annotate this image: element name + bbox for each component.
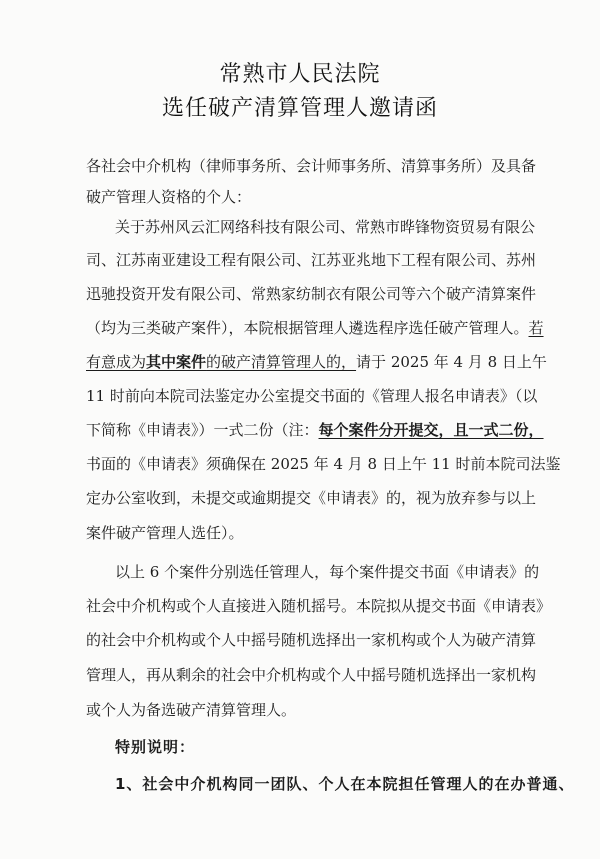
bold-underlined-text: 其中案件 bbox=[146, 353, 207, 371]
letter-title: 选任破产清算管理人邀请函 bbox=[161, 96, 438, 121]
paragraph-1-line-4 bbox=[86, 318, 544, 338]
underlined-text: 若 bbox=[528, 319, 544, 337]
paragraph-2-line-5: 或个人为备选破产清算管理人。 bbox=[86, 701, 297, 719]
paragraph-1-line-3: 迅驰投资开发有限公司、常熟家纺制衣有限公司等六个破产清算案件 bbox=[86, 285, 537, 303]
paragraph-1-line-9: 定办公室收到，未提交或逾期提交《申请表》的，视为放弃参与以上 bbox=[86, 489, 537, 507]
salutation-line-2: 破产管理人资格的个人： bbox=[86, 188, 252, 206]
special-note-item-1: 1、社会中介机构同一团队、个人在本院担任管理人的在办普通、 bbox=[115, 775, 575, 793]
paragraph-2-line-1: 以上 6 个案件分别选任管理人，每个案件提交书面《申请表》的 bbox=[115, 563, 540, 581]
paragraph-1-line-7 bbox=[86, 420, 544, 440]
bold-underlined-note: 每个案件分开提交，且一式二份， bbox=[318, 421, 544, 439]
paragraph-1-line-5 bbox=[86, 352, 547, 372]
paragraph-2-line-4: 管理人，再从剩余的社会中介机构或个人中摇号随机选择出一家机构 bbox=[86, 666, 537, 684]
paragraph-1-line-1: 关于苏州风云汇网络科技有限公司、常熟市晔锋物资贸易有限公 bbox=[115, 218, 536, 236]
underlined-text: 的破产清算管理人的， bbox=[206, 353, 357, 371]
paragraph-1-line-2: 司、江苏南亚建设工程有限公司、江苏亚兆地下工程有限公司、苏州 bbox=[86, 251, 537, 269]
court-name-title: 常熟市人民法院 bbox=[219, 62, 381, 87]
paragraph-1-line-10: 案件破产管理人选任）。 bbox=[86, 524, 244, 542]
paragraph-2-line-3: 的社会中介机构或个人中摇号随机选择出一家机构或个人为破产清算 bbox=[86, 631, 537, 649]
underlined-text: 有意成为 bbox=[86, 353, 147, 371]
paragraph-1-line-8: 书面的《申请表》须确保在 2025 年 4 月 8 日上午 11 时前本院司法鉴 bbox=[86, 455, 561, 473]
paragraph-1-line-4-text: （均为三类破产案件），本院根据管理人遴选程序选任破产管理人。 bbox=[86, 319, 529, 337]
deadline-text: 请于 2025 年 4 月 8 日上午 bbox=[356, 353, 547, 371]
paragraph-2-line-2: 社会中介机构或个人直接进入随机摇号。本院拟从提交书面《申请表》 bbox=[86, 597, 552, 615]
paragraph-1-line-7-text: 下简称《申请表》）一式二份（注： bbox=[86, 421, 319, 439]
paragraph-1-line-6: 11 时前向本院司法鉴定办公室提交书面的《管理人报名申请表》（以 bbox=[86, 387, 538, 405]
special-note-heading: 特别说明： bbox=[115, 738, 196, 756]
salutation-line-1: 各社会中介机构（律师事务所、会计师事务所、清算事务所）及具备 bbox=[86, 157, 537, 175]
